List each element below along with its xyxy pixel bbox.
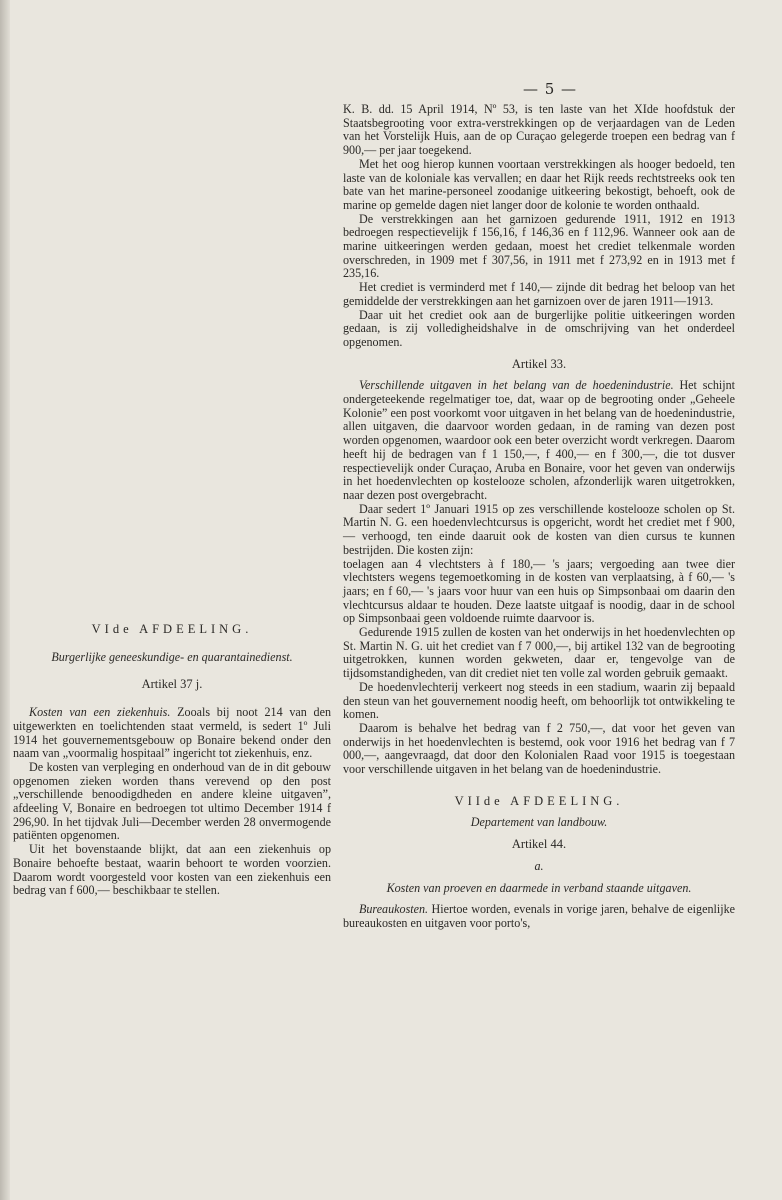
article-44-heading: Artikel 44. — [511, 837, 567, 852]
paragraph-heading: Bureaukosten. — [359, 902, 429, 917]
page-number: — 5 — — [522, 80, 578, 98]
paragraph-heading: Kosten van een ziekenhuis. — [29, 705, 171, 720]
left-column — [13, 623, 331, 898]
paragraph: De kosten van verpleging en onderhoud van de in dit gebouw opgenomen zieken worden thans verevend op den post „verschillende benoodigdheden en andere kleine uitgaven”, afdeeling V, Bonaire en bedroegen tot ultimo December 1914 f 296,90. In het tijdvak Juli—December werden 28 onvermogende patiënten opgenomen. — [13, 759, 331, 843]
paragraph — [343, 903, 735, 930]
paragraph-body: Zooals bij noot 214 van den uitgewerkten en toelichtenden staat vermeld, is sedert 1º Juli 1914 het gouvernementsgebouw op Bonaire bekend onder den naam van „voormalig hospitaal” ingericht tot ziekenhuis, enz. — [13, 705, 331, 761]
article-heading: Artikel 37 j. — [141, 677, 203, 692]
paragraph: toelagen aan 4 vlechtsters à f 180,— 's jaars; vergoeding aan twee dier vlechtsters wegens tegemoetkoming in de kosten van verplaatsing, à f 60,— 's jaars; en f 60,— 's jaars voor huur van een huis op Simpsonbaai om daarin den vlechtcursus aldaar te houden. Deze laatste uitgaaf is noodig, daar in de school op Simpsonbaai geen voldoende ruimte daarvoor is. — [343, 556, 735, 626]
right-column — [343, 103, 735, 931]
paragraph: K. B. dd. 15 April 1914, Nº 53, is ten laste van het XIde hoofdstuk der Staatsbegrooting voor extra-verstrekkingen op de verjaardagen van de Leden van het Vorstelijk Huis, aan de op Curaçao gelegerde troepen een bedrag van f 900,— per jaar toegekend. — [343, 102, 735, 158]
paragraph: De verstrekkingen aan het garnizoen gedurende 1911, 1912 en 1913 bedroegen respectievelijk f 156,16, f 146,36 en f 112,96. Wanneer ook aan de marine uitkeeringen werden gedaan, moest het crediet telkenmale worden overschreden, in 1909 met f 307,56, in 1911 met f 273,92 en in 1913 met f 235,16. — [343, 211, 735, 281]
paragraph: Daarom is behalve het bedrag van f 2 750,—, dat voor het geven van onderwijs in het hoedenvlechten is bestemd, ook voor 1916 het bedrag van f 7 000,—, aangevraagd, dat door den Kolonialen Raad voor 1915 is toegestaan voor verschillende uitgaven in het belang van de hoedenindustrie. — [343, 720, 735, 777]
section-title-vi: VIde AFDEELING. — [91, 622, 253, 636]
paragraph-body: Het schijnt ondergeteekende regelmatiger toe, dat, waar op de begrooting onder „Geheele Kolonie” een post voorkomt voor uitgaven in het belang van de hoedenindustrie, allen uitgaven, die daarvoor worden gedaan, in de raming van dezen post worden opgenomen, waardoor ook een beter overzicht wordt verkregen. Daarom heeft hij de bedragen van f 1 150,—, f 400,— en f 300,—, die tot dusver respectievelijk onder Curaçao, Aruba en Bonaire, voor het geven van onderwijs in het hoedenvlechten op kostelooze scholen, afzonderlijk waren uitgetrokken, naar dezen post overgebracht. — [343, 378, 735, 502]
paragraph: Daar uit het crediet ook aan de burgerlijke politie uitkeeringen worden gedaan, is zij volledigheidshalve in de omschrijving van het onderdeel opgenomen. — [343, 307, 735, 349]
paragraph — [343, 379, 735, 502]
department-heading: Burgerlijke geneeskundige- en quarantainedienst. — [51, 649, 293, 664]
paragraph — [13, 706, 331, 761]
article-33-heading: Artikel 33. — [511, 356, 567, 371]
paragraph-body: Hiertoe worden, evenals in vorige jaren, behalve de eigenlijke bureaukosten en uitgaven voor porto's, — [343, 902, 735, 930]
paragraph: Uit het bovenstaande blijkt, dat aan een ziekenhuis op Bonaire behoefte bestaat, waarin behoort te worden voorzien. Daarom wordt voorgesteld voor kosten van een ziekenhuis een bedrag van f 600,— beschikbaar te stellen. — [13, 842, 331, 898]
paragraph: Het crediet is verminderd met f 140,— zijnde dit bedrag het beloop van het gemiddelde der verstrekkingen aan het garnizoen over de jaren 1911—1913. — [343, 280, 735, 308]
subsection-label: a. — [534, 858, 544, 873]
paragraph: De hoedenvlechterij verkeert nog steeds in een stadium, waarin zij bepaald den steun van het gouvernement noodig heeft, om behoorlijk tot ontwikkeling te komen. — [343, 679, 735, 722]
paragraph: Met het oog hierop kunnen voortaan verstrekkingen als hooger bedoeld, ten laste van de koloniale kas vervallen; en daar het Rijk reeds rechtstreeks ook ten bate van het marine-personeel zoodanige uitkeering bekostigt, behoeft, ook de marine op gemelde dagen niet langer door de kolonie te worden onthaald. — [343, 156, 735, 212]
section-title-vii: VIIde AFDEELING. — [454, 793, 624, 808]
department-heading: Departement van landbouw. — [470, 815, 608, 830]
paragraph: Gedurende 1915 zullen de kosten van het onderwijs in het hoedenvlechten op St. Martin N. G. uit het crediet van f 7 000,—, bij artikel 132 van de begrooting uitgetrokken, kunnen worden gekweten, daar er, tengevolge van de tijdsomstandigheden, van dit crediet niet ten volle zal worden gebruik gemaakt. — [343, 625, 735, 681]
paragraph: Daar sedert 1º Januari 1915 op zes verschillende kostelooze scholen op St. Martin N. G. een hoedenvlechtcursus is opgericht, wordt het crediet met f 900,— verhoogd, ten einde daaruit ook de kosten van dien cursus te kunnen bestrijden. Die kosten zijn: — [343, 501, 735, 557]
paragraph-heading: Verschillende uitgaven in het belang van de hoedenindustrie. — [359, 378, 674, 393]
subsection-heading: Kosten van proeven en daarmede in verband staande uitgaven. — [386, 880, 692, 895]
page-binding-edge — [0, 0, 10, 1200]
